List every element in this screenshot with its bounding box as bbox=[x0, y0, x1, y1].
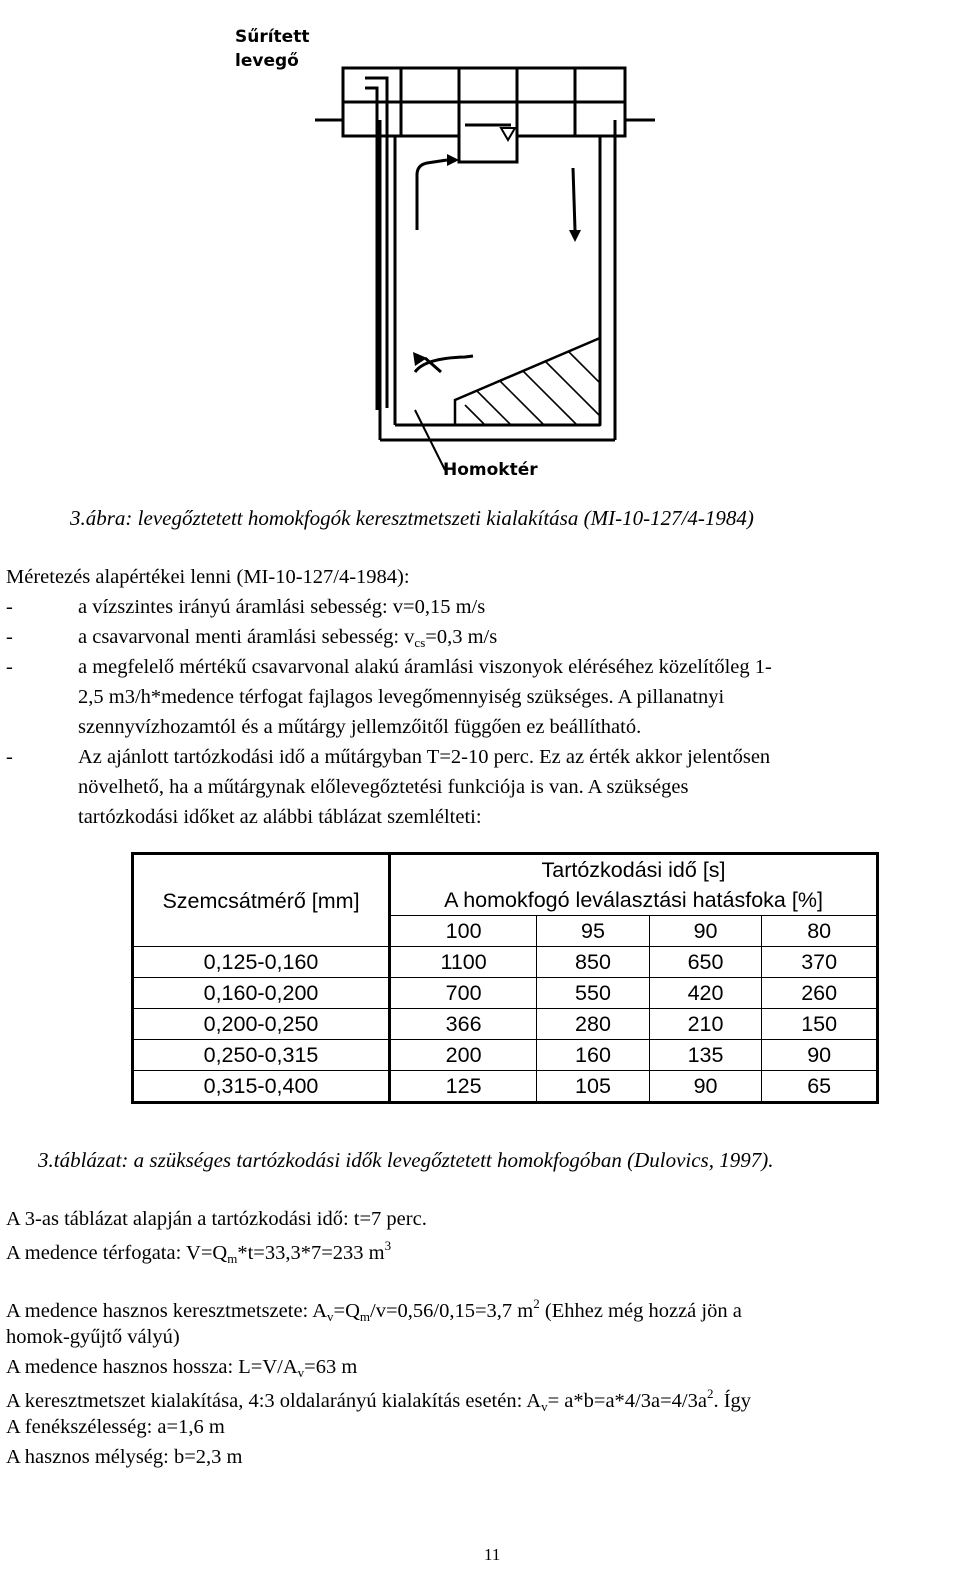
time-cell: 135 bbox=[649, 1040, 762, 1071]
time-cell: 150 bbox=[762, 1009, 878, 1040]
table-row bbox=[133, 1071, 878, 1103]
figure-caption: 3.ábra: levegőztetett homokfogók keresztmetszeti kialakítása (MI-10-127/4-1984) bbox=[70, 506, 754, 530]
cross-section-figure bbox=[215, 0, 685, 500]
bullet-mark: - bbox=[6, 596, 13, 618]
label-compressed-air-line1: Sűrített bbox=[235, 27, 310, 47]
retention-time-table bbox=[131, 852, 879, 1104]
label-sand-space: Homoktér bbox=[443, 460, 538, 480]
time-cell: 650 bbox=[649, 947, 762, 978]
design-heading: Méretezés alapértékei lenni (MI-10-127/4-1984): bbox=[6, 566, 410, 588]
page-number: 11 bbox=[484, 1545, 501, 1564]
time-cell: 160 bbox=[537, 1040, 650, 1071]
table-row bbox=[133, 947, 878, 978]
efficiency-cell: 90 bbox=[649, 916, 762, 947]
bullet-text-line1: a megfelelő mértékű csavarvonal alakú áramlási viszonyok eléréséhez közelítőleg 1- bbox=[78, 656, 772, 678]
time-cell: 280 bbox=[537, 1009, 650, 1040]
time-cell: 200 bbox=[390, 1040, 537, 1071]
bullet-text: a csavarvonal menti áramlási sebesség: $v_{cs}=0,3$ m/s bbox=[78, 626, 498, 650]
efficiency-cell: 100 bbox=[390, 916, 537, 947]
time-cell: 1100 bbox=[390, 947, 537, 978]
calc-length: A medence hasznos hossza: $L=V/A_v=63$ m bbox=[6, 1356, 358, 1380]
bullet-text-line2: 2,5 m3/h*medence térfogat fajlagos levegőmennyiség szükséges. A pillanatnyi bbox=[78, 686, 725, 708]
efficiency-cell: 95 bbox=[537, 916, 650, 947]
bullet-mark: - bbox=[6, 626, 13, 648]
calc-bottom-width: A fenékszélesség: a=1,6 m bbox=[6, 1416, 225, 1438]
table-caption: 3.táblázat: a szükséges tartózkodási idők levegőztetett homokfogóban (Dulovics, 1997). bbox=[38, 1148, 774, 1172]
sand-trap-diagram bbox=[215, 0, 685, 500]
calc-retention-time: A 3-as táblázat alapján a tartózkodási idő: t=7 perc. bbox=[6, 1208, 427, 1230]
time-cell: 850 bbox=[537, 947, 650, 978]
time-cell: 420 bbox=[649, 978, 762, 1009]
label-compressed-air-line2: levegő bbox=[235, 51, 299, 71]
calc-cross-section-cont: homok-gyűjtő vályú) bbox=[6, 1326, 180, 1348]
particle-size-cell: 0,315-0,400 bbox=[133, 1071, 390, 1103]
particle-size-cell: 0,200-0,250 bbox=[133, 1009, 390, 1040]
table-row bbox=[133, 978, 878, 1009]
calc-cross-section: A medence hasznos keresztmetszete: $A_v=Q_m/v=0,56/0,15=3,7$ $m^2$ (Ehhez még hozzá jön a bbox=[6, 1296, 742, 1324]
header-efficiency: A homokfogó leválasztási hatásfoka [%] bbox=[390, 885, 878, 916]
time-cell: 260 bbox=[762, 978, 878, 1009]
time-cell: 125 bbox=[390, 1071, 537, 1103]
particle-size-cell: 0,125-0,160 bbox=[133, 947, 390, 978]
calc-shape: A keresztmetszet kialakítása, 4:3 oldalarányú kialakítás esetén: $A_v= a*b=a*4/3a=4/3a^2$. Így bbox=[6, 1386, 752, 1414]
bullet-text-line3: szennyvízhozamtól és a műtárgy jellemzőitől függően ez beállítható. bbox=[78, 716, 642, 738]
bullet-text-line1: Az ajánlott tartózkodási idő a műtárgyban T=2-10 perc. Ez az érték akkor jelentősen bbox=[78, 746, 771, 768]
bullet-text-line2: növelhető, ha a műtárgynak előlevegőztetési funkciója is van. A szükséges bbox=[78, 776, 689, 798]
time-cell: 366 bbox=[390, 1009, 537, 1040]
particle-size-cell: 0,250-0,315 bbox=[133, 1040, 390, 1071]
time-cell: 550 bbox=[537, 978, 650, 1009]
particle-size-cell: 0,160-0,200 bbox=[133, 978, 390, 1009]
time-cell: 105 bbox=[537, 1071, 650, 1103]
calc-volume: A medence térfogata: $V=Q_m*t=33,3*7=233$ $m^3$ bbox=[6, 1238, 392, 1266]
bullet-mark: - bbox=[6, 656, 13, 678]
table-row bbox=[133, 1009, 878, 1040]
header-particle-size: Szemcsátmérő [mm] bbox=[133, 854, 390, 947]
bullet-text-line3: tartózkodási időket az alábbi táblázat szemlélteti: bbox=[78, 806, 482, 828]
time-cell: 370 bbox=[762, 947, 878, 978]
calc-useful-depth: A hasznos mélység: b=2,3 m bbox=[6, 1446, 243, 1468]
efficiency-cell: 80 bbox=[762, 916, 878, 947]
time-cell: 210 bbox=[649, 1009, 762, 1040]
bullet-text: a vízszintes irányú áramlási sebesség: v=0,15 m/s bbox=[78, 596, 486, 618]
time-cell: 700 bbox=[390, 978, 537, 1009]
time-cell: 90 bbox=[762, 1040, 878, 1071]
table-row bbox=[133, 1040, 878, 1071]
time-cell: 90 bbox=[649, 1071, 762, 1103]
time-cell: 65 bbox=[762, 1071, 878, 1103]
bullet-mark: - bbox=[6, 746, 13, 768]
header-retention-time: Tartózkodási idő [s] bbox=[390, 854, 878, 886]
